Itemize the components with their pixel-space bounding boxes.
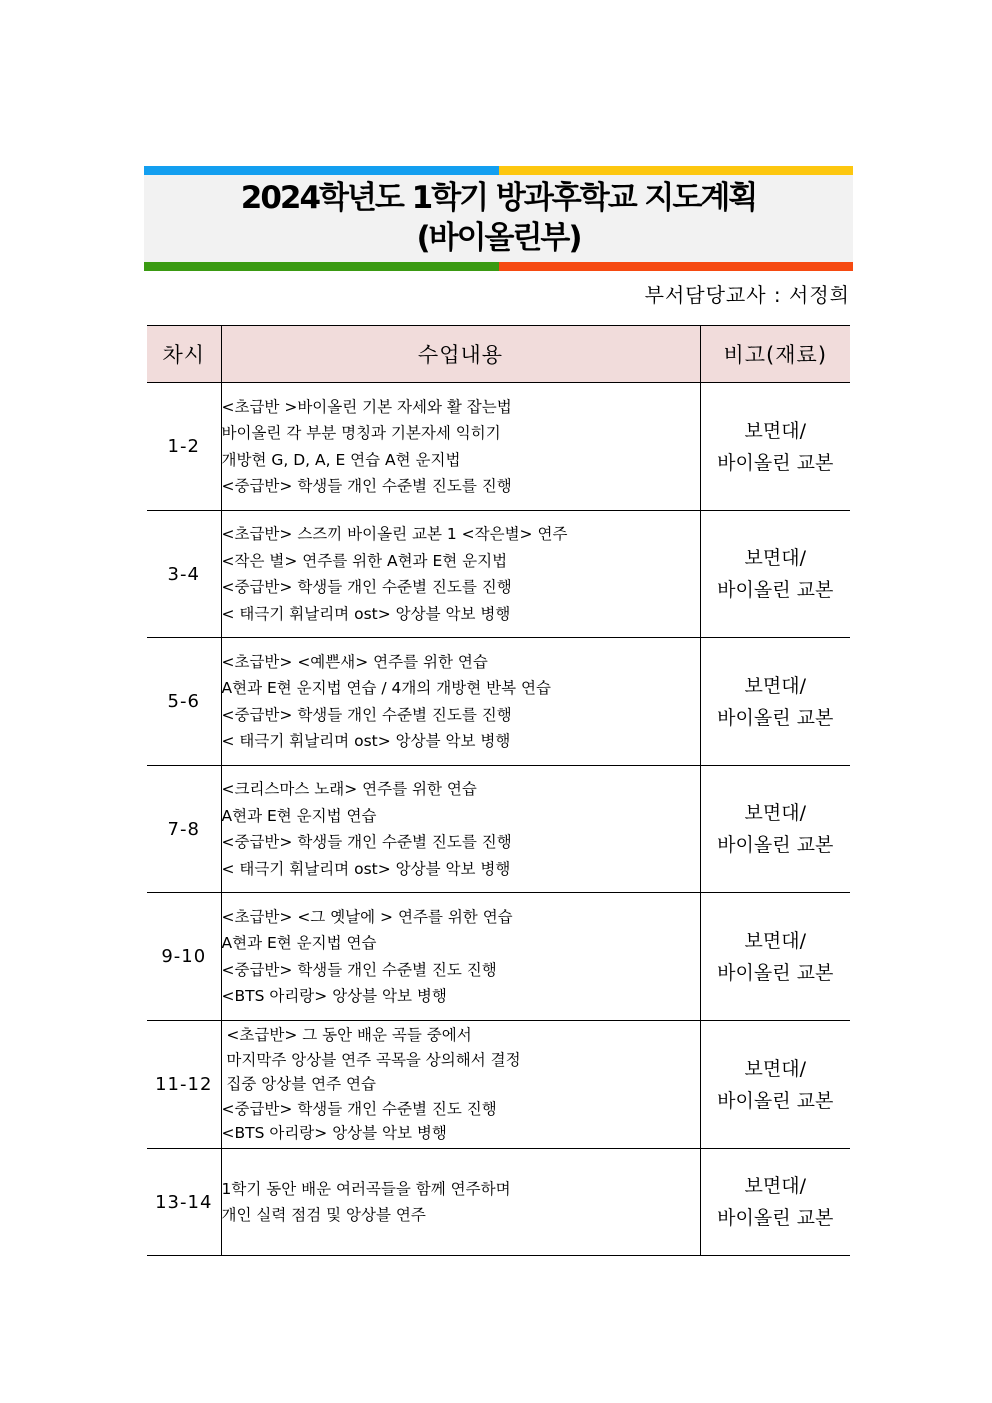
table-row <box>147 511 850 638</box>
color-bar-blue <box>144 166 499 175</box>
note-line: 보면대/ <box>744 1175 806 1197</box>
table-row <box>147 1149 850 1256</box>
content-line: A현과 E현 운지법 연습 <box>221 806 377 825</box>
content-line: <중급반> 학생들 개인 수준별 진도를 진행 <box>221 578 512 596</box>
note-line: 바이올린 교본 <box>717 451 834 474</box>
table-row <box>147 766 850 893</box>
content-cell <box>221 383 700 511</box>
color-bar-yellow <box>499 166 853 175</box>
session-cell: 1-2 <box>147 383 221 511</box>
content-line: 1학기 동안 배운 여러곡들을 함께 연주하며 <box>221 1179 511 1198</box>
note-line: 바이올린 교본 <box>717 579 834 601</box>
content-line: <초급반> <그 옛날에 > 연주를 위한 연습 <box>221 907 513 926</box>
note-cell <box>700 1149 850 1256</box>
content-line: 집중 앙상블 연주 연습 <box>221 1075 376 1094</box>
note-cell <box>700 893 850 1021</box>
content-line: <중급반> 학생들 개인 수준별 진도 진행 <box>221 960 497 979</box>
note-cell <box>700 1021 850 1149</box>
content-line: <작은 별> 연주를 위한 A현과 E현 운지법 <box>221 551 508 570</box>
header-content: 수업내용 <box>221 326 700 383</box>
session-cell: 3-4 <box>147 511 221 638</box>
title-banner <box>144 166 853 271</box>
content-cell <box>221 1021 700 1149</box>
note-cell <box>700 638 850 766</box>
content-line: 마지막주 앙상블 연주 곡목을 상의해서 결정 <box>221 1050 521 1069</box>
content-cell <box>221 638 700 766</box>
table-row <box>147 893 850 1021</box>
note-line: 보면대/ <box>744 419 806 442</box>
table-header-row <box>147 326 850 383</box>
content-line: A현과 E현 운지법 연습 / 4개의 개방현 반복 연습 <box>221 679 551 697</box>
content-cell <box>221 766 700 893</box>
header-note: 비고(재료) <box>700 326 850 383</box>
page-title: 2024학년도 1학기 방과후학교 지도계획 <box>240 180 757 216</box>
table-row <box>147 1021 850 1149</box>
page-subtitle: (바이올린부) <box>416 220 581 256</box>
note-line: 바이올린 교본 <box>717 1207 834 1229</box>
note-line: 보면대/ <box>744 674 806 697</box>
color-bar-red <box>499 262 853 271</box>
content-line: <초급반> <예쁜새> 연주를 위한 연습 <box>221 652 488 671</box>
note-line: 바이올린 교본 <box>717 961 834 984</box>
content-line: < 태극기 휘날리며 ost> 앙상블 악보 병행 <box>221 732 511 750</box>
content-line: <중급반> 학생들 개인 수준별 진도를 진행 <box>221 477 512 495</box>
session-cell: 9-10 <box>147 893 221 1021</box>
session-cell: 7-8 <box>147 766 221 893</box>
content-line: <초급반 >바이올린 기본 자세와 활 잡는법 <box>221 397 512 416</box>
content-line: <중급반> 학생들 개인 수준별 진도를 진행 <box>221 833 512 851</box>
content-line: 개인 실력 점검 및 앙상블 연주 <box>221 1206 426 1224</box>
content-cell <box>221 893 700 1021</box>
content-line: < 태극기 휘날리며 ost> 앙상블 악보 병행 <box>221 604 511 623</box>
content-cell <box>221 1149 700 1256</box>
content-line: A현과 E현 운지법 연습 <box>221 934 377 952</box>
content-line: <초급반> 스즈끼 바이올린 교본 1 <작은별> 연주 <box>221 525 568 543</box>
session-cell: 11-12 <box>147 1021 221 1149</box>
teacher-name: 부서담당교사 : 서정희 <box>644 283 850 307</box>
content-line: <BTS 아리랑> 앙상블 악보 병행 <box>221 1124 447 1143</box>
color-bar-green <box>144 262 499 271</box>
table-row <box>147 383 850 511</box>
content-line: <중급반> 학생들 개인 수준별 진도를 진행 <box>221 705 512 724</box>
header-session: 차시 <box>147 326 221 383</box>
note-cell <box>700 511 850 638</box>
content-line: 개방현 G, D, A, E 연습 A현 운지법 <box>221 450 461 469</box>
note-cell <box>700 383 850 511</box>
content-line: <중급반> 학생들 개인 수준별 진도 진행 <box>221 1099 497 1118</box>
session-cell: 13-14 <box>147 1149 221 1256</box>
note-line: 바이올린 교본 <box>717 706 834 729</box>
session-cell: 5-6 <box>147 638 221 766</box>
lesson-plan-table <box>147 325 850 1256</box>
content-line: <초급반> 그 동안 배운 곡들 중에서 <box>221 1026 472 1045</box>
note-line: 보면대/ <box>744 802 806 824</box>
content-line: 바이올린 각 부분 명칭과 기본자세 익히기 <box>221 424 501 442</box>
note-line: 바이올린 교본 <box>717 834 834 856</box>
note-cell <box>700 766 850 893</box>
note-line: 보면대/ <box>744 547 806 569</box>
content-line: <크리스마스 노래> 연주를 위한 연습 <box>221 780 477 798</box>
note-line: 바이올린 교본 <box>717 1089 834 1112</box>
content-line: < 태극기 휘날리며 ost> 앙상블 악보 병행 <box>221 859 511 878</box>
table-row <box>147 638 850 766</box>
content-cell <box>221 511 700 638</box>
note-line: 보면대/ <box>744 929 806 952</box>
content-line: <BTS 아리랑> 앙상블 악보 병행 <box>221 987 447 1005</box>
note-line: 보면대/ <box>744 1057 806 1080</box>
